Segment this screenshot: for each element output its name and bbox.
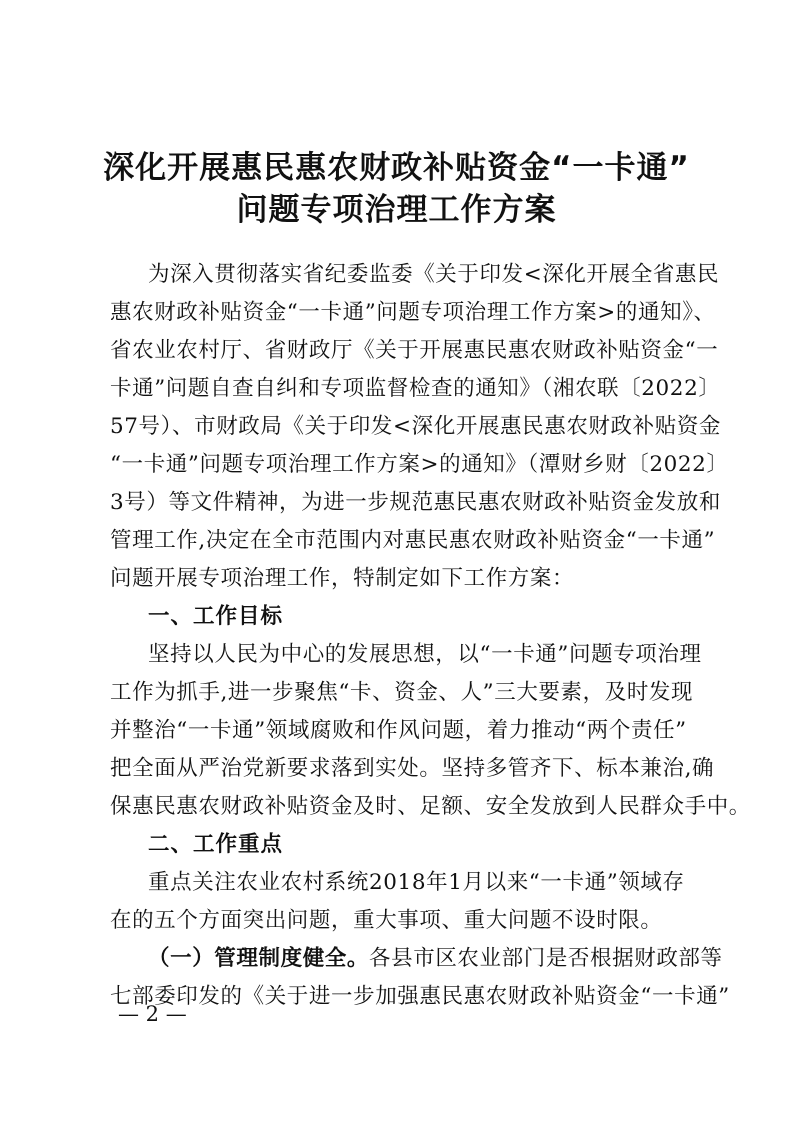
section-heading-focus: 二、工作重点 xyxy=(148,832,284,857)
goals-paragraph-line: 把全面从严治党新要求落到实处。坚持多管齐下、标本兼治,确 xyxy=(110,756,715,781)
goals-paragraph-line: 工作为抓手,进一步聚焦“卡、资金、人”三大要素，及时发现 xyxy=(110,680,694,705)
document-title-line-2: 问题专项治理工作方案 xyxy=(236,192,557,228)
goals-paragraph-line: 坚持以人民为中心的发展思想，以“一卡通”问题专项治理 xyxy=(148,642,702,667)
intro-paragraph-line: 为深入贯彻落实省纪委监委《关于印发<深化开展全省惠民 xyxy=(148,262,720,287)
intro-paragraph-line: 惠农财政补贴资金“一卡通”问题专项治理工作方案>的通知》、 xyxy=(110,300,716,325)
subsection-lead: （一）管理制度健全。 xyxy=(148,946,370,971)
subsection-paragraph-line: 七部委印发的《关于进一步加强惠民惠农财政补贴资金“一卡通” xyxy=(110,984,730,1009)
focus-paragraph-line: 重点关注农业农村系统2018年1月以来“一卡通”领域存 xyxy=(148,870,685,895)
intro-paragraph-line: 57号）、市财政局《关于印发<深化开展惠民惠农财政补贴资金 xyxy=(110,414,722,439)
section-heading-goals: 一、工作目标 xyxy=(148,604,284,629)
intro-paragraph-line: 卡通”问题自查自纠和专项监督检查的通知》（湘农联〔2022〕 xyxy=(110,376,721,401)
document-title-line-1: 深化开展惠民惠农财政补贴资金“一卡通” xyxy=(103,150,690,186)
subsection-text: 各县市区农业部门是否根据财政部等 xyxy=(369,946,723,971)
intro-paragraph-line: 问题开展专项治理工作，特制定如下工作方案： xyxy=(110,566,575,591)
subsection-paragraph-line xyxy=(148,946,723,972)
page-number: — 2 — xyxy=(118,1002,187,1026)
goals-paragraph-line: 并整治“一卡通”领域腐败和作风问题，着力推动“两个责任” xyxy=(110,718,687,743)
intro-paragraph-line: “一卡通”问题专项治理工作方案>的通知》（潭财乡财〔2022〕 xyxy=(110,452,729,477)
intro-paragraph-line: 省农业农村厅、省财政厅《关于开展惠民惠农财政补贴资金“一 xyxy=(110,338,719,363)
intro-paragraph-line: 3号）等文件精神，为进一步规范惠民惠农财政补贴资金发放和 xyxy=(110,490,721,515)
goals-paragraph-line: 保惠民惠农财政补贴资金及时、足额、安全发放到人民群众手中。 xyxy=(110,794,751,819)
focus-paragraph-line: 在的五个方面突出问题，重大事项、重大问题不设时限。 xyxy=(110,908,663,933)
intro-paragraph-line: 管理工作,决定在全市范围内对惠民惠农财政补贴资金“一卡通” xyxy=(110,528,716,553)
